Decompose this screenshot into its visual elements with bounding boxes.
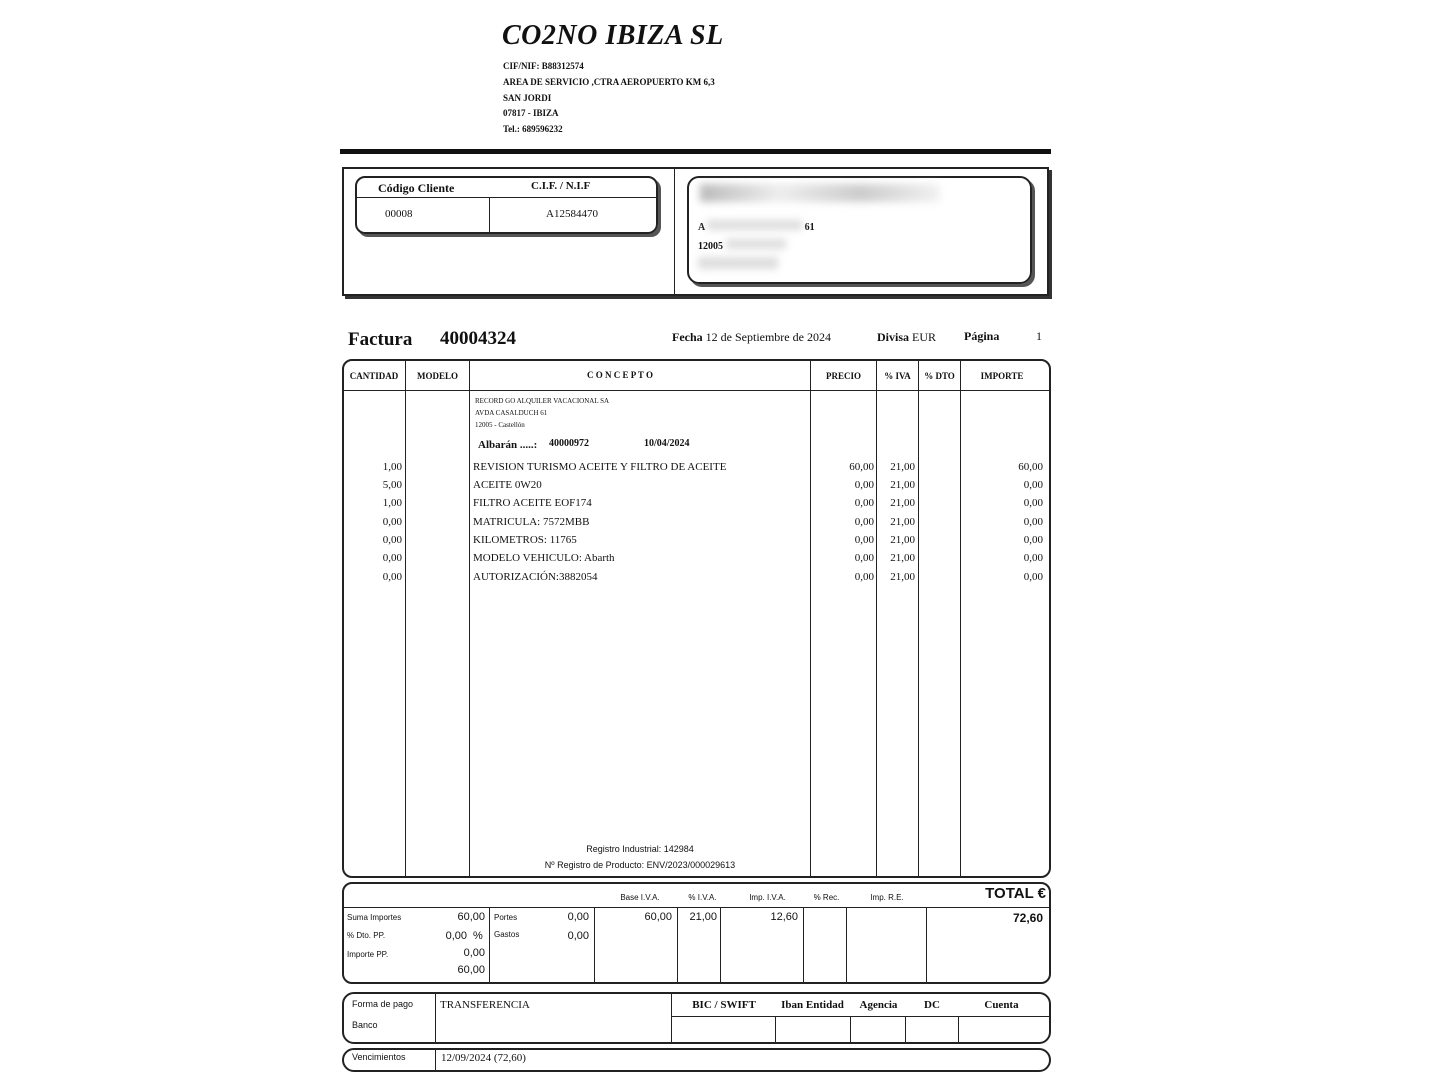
header-iva: % IVA [884, 371, 911, 381]
line-qty: 0,00 [382, 571, 402, 583]
portes-value: 0,00 [567, 911, 589, 923]
col-divider-2 [469, 360, 470, 877]
suma-importes-label: Suma Importes [347, 913, 402, 922]
fecha-value: 12 de Septiembre de 2024 [705, 330, 831, 344]
dto-pp-unit: % [473, 930, 483, 942]
lines-table [342, 359, 1051, 878]
forma-pago-value: TRANSFERENCIA [440, 999, 530, 1011]
forma-pago-label: Forma de pago [352, 999, 414, 1009]
line-price: 0,00 [854, 571, 874, 583]
suma-importes-value: 60,00 [457, 911, 485, 923]
base-iva-header: Base I.V.A. [620, 893, 660, 902]
line-qty: 5,00 [382, 479, 402, 491]
header-divider [340, 149, 1051, 154]
line-price: 0,00 [854, 479, 874, 491]
line-importe: 0,00 [1023, 571, 1043, 583]
client-code-box-vline [489, 197, 490, 232]
line-concept: MATRICULA: 7572MBB [473, 516, 590, 528]
line-qty: 1,00 [382, 497, 402, 509]
payment-div-5 [905, 1016, 906, 1043]
header-importe: IMPORTE [980, 371, 1024, 381]
line-iva: 21,00 [890, 534, 915, 546]
pagina-label: Página [964, 329, 1000, 343]
company-postal: 07817 - IBIZA [503, 108, 559, 118]
albaran-date: 10/04/2024 [644, 438, 690, 449]
line-iva: 21,00 [890, 516, 915, 528]
vencimientos-label: Vencimientos [352, 1052, 406, 1062]
banco-label: Banco [352, 1020, 378, 1030]
line-importe: 0,00 [1023, 516, 1043, 528]
client-code-box-line [357, 197, 656, 198]
gastos-label: Gastos [494, 930, 520, 939]
registro-industrial: Registro Industrial: 142984 [586, 844, 694, 854]
divisa-value: EUR [912, 330, 937, 344]
client-code-label: Código Cliente [378, 181, 455, 195]
invoice-label: Factura [348, 329, 413, 350]
line-iva: 21,00 [890, 479, 915, 491]
col-divider-1 [405, 360, 406, 877]
line-iva: 21,00 [890, 461, 915, 473]
fecha-label: Fecha [672, 330, 703, 344]
totals-div-7 [926, 907, 927, 983]
line-importe: 0,00 [1023, 534, 1043, 546]
client-addr-prefix: A [698, 222, 705, 233]
client-cif-label: C.I.F. / N.I.F [531, 180, 591, 192]
divisa-label: Divisa [877, 330, 910, 344]
line-price: 0,00 [854, 497, 874, 509]
header-precio: PRECIO [825, 371, 861, 381]
agencia-label: Agencia [859, 999, 898, 1011]
imp-iva-value: 12,60 [770, 911, 798, 923]
client-code-value: 00008 [385, 208, 413, 220]
total-value: 72,60 [1012, 911, 1043, 925]
totals-div-4 [720, 907, 721, 983]
subtotal-value: 60,00 [457, 964, 485, 976]
vencimientos-div [435, 1049, 436, 1071]
line-price: 60,00 [849, 461, 874, 473]
payment-div-2 [671, 993, 672, 1043]
bic-label: BIC / SWIFT [692, 999, 756, 1011]
col-divider-3 [810, 360, 811, 877]
header-dto: % DTO [924, 371, 955, 381]
totals-div-5 [803, 907, 804, 983]
invoice-number: 40004324 [440, 328, 516, 349]
pct-iva-value: 21,00 [689, 911, 717, 923]
total-header: TOTAL € [985, 885, 1046, 902]
company-cif: CIF/NIF: B88312574 [503, 61, 584, 71]
company-phone: Tel.: 689596232 [503, 124, 563, 134]
payment-div-4 [850, 1016, 851, 1043]
cuenta-label: Cuenta [984, 999, 1019, 1011]
registro-producto: Nº Registro de Producto: ENV/2023/000029613 [544, 860, 736, 870]
vencimientos-value: 12/09/2024 (72,60) [441, 1052, 526, 1064]
payment-div-1 [435, 993, 436, 1043]
recipient-line3: 12005 - Castellón [475, 421, 525, 429]
totals-div-1 [489, 907, 490, 983]
gastos-value: 0,00 [567, 930, 589, 942]
dc-label: DC [924, 999, 940, 1011]
line-concept: ACEITE 0W20 [473, 479, 542, 491]
line-iva: 21,00 [890, 552, 915, 564]
dto-pp-label: % Dto. PP. [347, 931, 386, 940]
line-price: 0,00 [854, 534, 874, 546]
line-iva: 21,00 [890, 571, 915, 583]
albaran-label: Albarán .....: [478, 439, 538, 451]
line-price: 0,00 [854, 516, 874, 528]
line-qty: 1,00 [382, 461, 402, 473]
portes-label: Portes [494, 913, 518, 922]
line-price: 0,00 [854, 552, 874, 564]
line-concept: AUTORIZACIÓN:3882054 [473, 571, 598, 583]
client-address-line2 [698, 220, 815, 233]
pct-iva-header: % I.V.A. [688, 893, 717, 902]
payment-div-6 [958, 1016, 959, 1043]
line-importe: 0,00 [1023, 552, 1043, 564]
line-importe: 0,00 [1023, 479, 1043, 491]
imp-iva-header: Imp. I.V.A. [749, 893, 786, 902]
albaran-number: 40000972 [549, 438, 589, 449]
client-block-divider [674, 167, 675, 296]
totals-header-line [343, 907, 1049, 908]
line-qty: 0,00 [382, 516, 402, 528]
line-concept: MODELO VEHICULO: Abarth [473, 552, 615, 564]
importe-pp-value: 0,00 [463, 947, 485, 959]
col-divider-6 [960, 360, 961, 877]
line-importe: 60,00 [1018, 461, 1043, 473]
header-modelo: MODELO [416, 371, 458, 381]
line-qty: 0,00 [382, 534, 402, 546]
header-cantidad: CANTIDAD [349, 371, 399, 381]
pct-rec-header: % Rec. [813, 893, 840, 902]
company-town: SAN JORDI [503, 93, 552, 103]
address-redacted [707, 220, 802, 230]
line-iva: 21,00 [890, 497, 915, 509]
col-divider-5 [918, 360, 919, 877]
invoice-currency [877, 330, 936, 345]
imp-re-header: Imp. R.E. [870, 893, 904, 902]
base-iva-value: 60,00 [644, 911, 672, 923]
client-address-line4-redacted [698, 257, 778, 269]
dto-pp-value: 0,00 [445, 930, 467, 942]
line-importe: 0,00 [1023, 497, 1043, 509]
totals-div-3 [677, 907, 678, 983]
line-concept: FILTRO ACEITE EOF174 [473, 497, 592, 509]
company-address: AREA DE SERVICIO ,CTRA AEROPUERTO KM 6,3 [503, 77, 715, 87]
payment-line [671, 1016, 1050, 1017]
client-cif-value: A12584470 [546, 208, 598, 220]
recipient-line2: AVDA CASALDUCH 61 [475, 409, 548, 417]
payment-div-3 [775, 1016, 776, 1043]
client-address-postal [698, 239, 786, 252]
company-name: CO2NO IBIZA SL [502, 20, 724, 51]
lines-table-header-line [343, 390, 1049, 391]
line-qty: 0,00 [382, 552, 402, 564]
col-divider-4 [876, 360, 877, 877]
totals-div-6 [846, 907, 847, 983]
pagina-value: 1 [1036, 329, 1042, 343]
town-redacted [726, 239, 786, 249]
header-concepto: C O N C E P T O [587, 370, 653, 380]
line-concept: KILOMETROS: 11765 [473, 534, 577, 546]
recipient-line1: RECORD GO ALQUILER VACACIONAL SA [475, 397, 610, 405]
line-concept: REVISION TURISMO ACEITE Y FILTRO DE ACEITE [473, 461, 727, 473]
iban-label: Iban Entidad [781, 999, 844, 1011]
invoice-date [672, 330, 831, 345]
client-addr-suffix: 61 [804, 222, 815, 233]
client-postal: 12005 [698, 241, 723, 252]
importe-pp-label: Importe PP. [347, 950, 389, 959]
totals-div-2 [594, 907, 595, 983]
client-name-redacted [700, 184, 940, 202]
